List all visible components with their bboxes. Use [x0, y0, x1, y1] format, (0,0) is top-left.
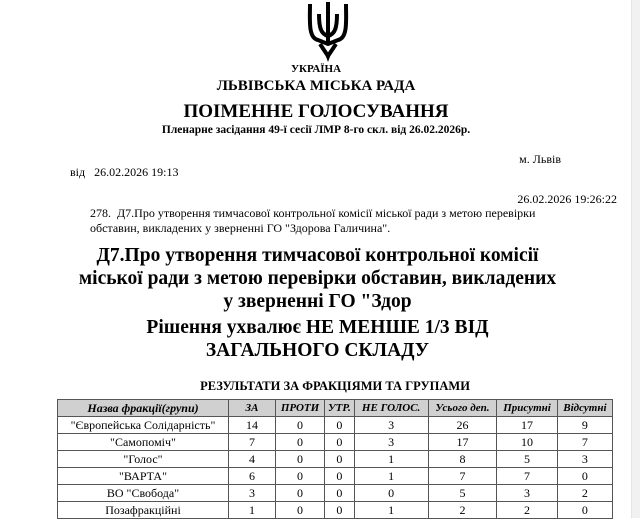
- table-cell: 2: [428, 502, 497, 519]
- table-cell: 2: [497, 502, 558, 519]
- table-cell: 5: [497, 451, 558, 468]
- table-row: [58, 485, 613, 502]
- session-subtitle: Пленарне засідання 49-ї сесії ЛМР 8-го скл. від 26.02.2026р.: [161, 124, 471, 136]
- vertical-scrollbar[interactable]: [631, 0, 640, 518]
- col-faction: Назва фракції(групи): [58, 400, 229, 417]
- table-cell: 0: [325, 468, 355, 485]
- table-cell: 6: [229, 468, 276, 485]
- table-cell: 26: [428, 417, 497, 434]
- decision-requirement: Рішення ухвалює НЕ МЕНШЕ 1/3 ВІД ЗАГАЛЬНОГО СКЛАДУ: [146, 317, 489, 361]
- vote-timestamp: 26.02.2026 19:26:22: [517, 192, 617, 206]
- coat-of-arms-trident-icon: [305, 0, 351, 62]
- table-cell: 4: [229, 451, 276, 468]
- table-cell: 0: [276, 451, 325, 468]
- table-cell: 3: [557, 451, 612, 468]
- table-cell: 3: [354, 434, 428, 451]
- from-date: [70, 165, 178, 180]
- table-row: [58, 417, 613, 434]
- col-present: Присутні: [497, 400, 558, 417]
- table-cell: 3: [354, 417, 428, 434]
- table-cell: 1: [229, 502, 276, 519]
- table-cell: 1: [354, 451, 428, 468]
- table-cell: 0: [325, 434, 355, 451]
- table-cell: 17: [497, 417, 558, 434]
- city-label: м. Львів: [519, 152, 561, 166]
- table-cell: 3: [497, 485, 558, 502]
- col-for: ЗА: [229, 400, 276, 417]
- col-not-voted: НЕ ГОЛОС.: [354, 400, 428, 417]
- table-cell: 0: [325, 417, 355, 434]
- table-cell: 0: [325, 451, 355, 468]
- table-row: [58, 451, 613, 468]
- faction-name: "Самопоміч": [58, 434, 229, 451]
- item-heading: Д7.Про утворення тимчасової контрольної комісії міської ради з метою перевірки обставин, викладених у зверненні ГО "Здор: [78, 245, 557, 312]
- table-cell: 8: [428, 451, 497, 468]
- table-cell: 0: [276, 417, 325, 434]
- table-cell: 0: [325, 502, 355, 519]
- col-abstain: УТР.: [325, 400, 355, 417]
- faction-name: "Голос": [58, 451, 229, 468]
- table-row: [58, 468, 613, 485]
- faction-name: ВО "Свобода": [58, 485, 229, 502]
- country-label: УКРАЇНА: [290, 63, 342, 75]
- table-cell: 7: [497, 468, 558, 485]
- table-cell: 7: [557, 434, 612, 451]
- table-cell: 7: [428, 468, 497, 485]
- faction-name: "ВАРТА": [58, 468, 229, 485]
- table-cell: 9: [557, 417, 612, 434]
- table-cell: 0: [557, 502, 612, 519]
- table-cell: 5: [428, 485, 497, 502]
- table-row: [58, 502, 613, 519]
- table-row: [58, 434, 613, 451]
- table-cell: 7: [229, 434, 276, 451]
- table-cell: 2: [557, 485, 612, 502]
- table-cell: 3: [229, 485, 276, 502]
- table-cell: 0: [325, 485, 355, 502]
- table-cell: 10: [497, 434, 558, 451]
- table-cell: 0: [354, 485, 428, 502]
- table-cell: 1: [354, 502, 428, 519]
- results-table: [57, 399, 613, 519]
- table-cell: 1: [354, 468, 428, 485]
- table-cell: 0: [276, 468, 325, 485]
- results-title: РЕЗУЛЬТАТИ ЗА ФРАКЦІЯМИ ТА ГРУПАМИ: [200, 379, 470, 393]
- agenda-item-text: 278. Д7.Про утворення тимчасової контрольної комісії міської ради з метою перевірки обставин, викладених у зверненні ГО "Здорова Галичина".: [90, 206, 539, 235]
- table-cell: 17: [428, 434, 497, 451]
- col-against: ПРОТИ: [276, 400, 325, 417]
- table-cell: 0: [557, 468, 612, 485]
- col-total: Усього деп.: [428, 400, 497, 417]
- page-title: ПОІМЕННЕ ГОЛОСУВАННЯ: [183, 101, 449, 122]
- table-header-row: [58, 400, 613, 417]
- table-cell: 0: [276, 485, 325, 502]
- from-label: від: [70, 165, 86, 179]
- council-name: ЛЬВІВСЬКА МІСЬКА РАДА: [216, 78, 416, 94]
- col-absent: Відсутні: [557, 400, 612, 417]
- table-cell: 14: [229, 417, 276, 434]
- table-cell: 0: [276, 434, 325, 451]
- table-cell: 0: [276, 502, 325, 519]
- faction-name: "Європейська Солідарність": [58, 417, 229, 434]
- faction-name: Позафракційні: [58, 502, 229, 519]
- from-date-value: 26.02.2026 19:13: [94, 165, 179, 179]
